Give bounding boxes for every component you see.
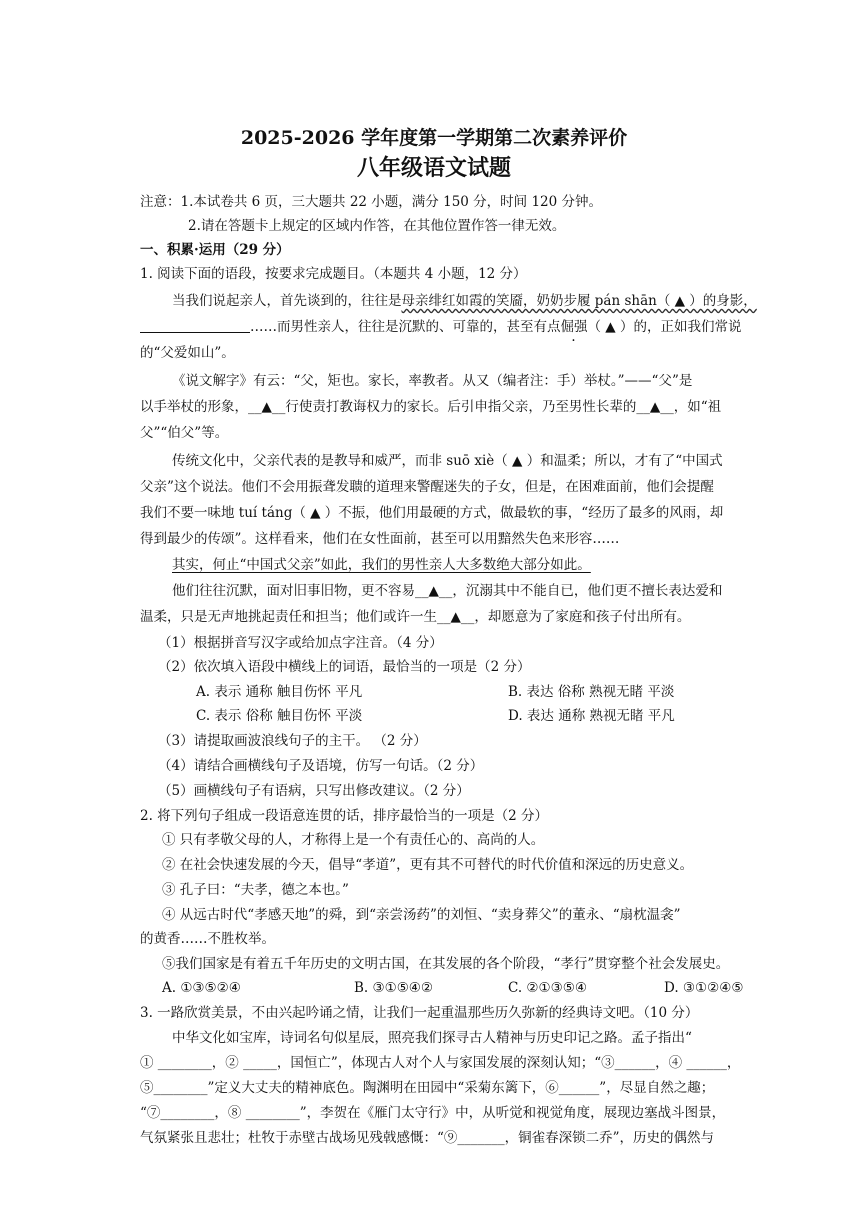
q1-para1-text: 当我们说起亲人，首先谈到的，往往是 [172, 293, 402, 309]
q2-item-4-line1: ④ 从远古时代“孝感天地”的舜，到“亲尝汤药”的刘恒、“卖身葬父”的董永、“扇枕温衾” [162, 907, 681, 923]
q1-para1-text2: ……而男性亲人，往往是沉默的、可靠的，甚至有点 [250, 319, 561, 335]
q1-para1-line1 [172, 291, 757, 311]
answer-blank [140, 318, 250, 333]
q1-para2-line1: 《说文解字》有云：“父，矩也。家长，率教者。从又（编者注：手）举杖。”——“父”是 [172, 373, 693, 389]
q1-sub1: （1）根据拼音写汉字或给加点字注音。（4 分） [158, 635, 443, 651]
q1-para2-line3: 父”“伯父”等。 [140, 425, 229, 441]
q1-para3-line1: 传统文化中，父亲代表的是教导和威严，而非 suō xiè（ ▲ ）和温柔；所以，才有了“中国式 [172, 453, 723, 469]
q2-option-d: D. ③①②④⑤ [664, 980, 744, 996]
q1-para3-line2: 父亲”这个说法。他们不会用振聋发聩的道理来警醒迷失的子女，但是，在困难面前，他们会提醒 [140, 479, 714, 495]
q2-stem: 2. 将下列句子组成一段语意连贯的话，排序最恰当的一项是（2 分） [140, 808, 549, 824]
q1-option-c: C. 表示 俗称 触目伤怀 平淡 [196, 708, 363, 724]
q1-sub3: （3）请提取画波浪线句子的主干。 （2 分） [158, 733, 427, 749]
q1-para5-line1: 他们往往沉默，面对旧事旧物，更不容易__▲__，沉溺其中不能自已，他们更不擅长表达爱和 [172, 583, 723, 599]
q1-para1-text3: （ ▲ ）的，正如我们常说 [587, 319, 742, 335]
q2-option-c: C. ②①③⑤④ [508, 980, 587, 996]
q2-item-5: ⑤我们国家是有着五千年历史的文明古国，在其发展的各个阶段，“孝行”贯穿整个社会发展史。 [162, 956, 730, 972]
q2-item-4-line2: 的黄香……不胜枚举。 [140, 931, 275, 947]
q2-item-1: ① 只有孝敬父母的人，才称得上是一个有责任心的、高尚的人。 [162, 832, 545, 848]
q1-para3-line4: 得到最少的传颂”。这样看来，他们在女性面前，甚至可以用黯然失色来形容…… [140, 531, 620, 547]
exam-subtitle: 八年级语文试题 [356, 155, 511, 181]
q1-stem: 1. 阅读下面的语段，按要求完成题目。（本题共 4 小题，12 分） [140, 266, 527, 282]
q3-stem: 3. 一路欣赏美景，不由兴起吟诵之情，让我们一起重温那些历久弥新的经典诗文吧。（10 分） [140, 1005, 699, 1021]
exam-title: 2025-2026 学年度第一学期第二次素养评价 [240, 127, 628, 149]
q2-option-a: A. ①③⑤②④ [162, 980, 241, 996]
q1-option-b: B. 表达 俗称 熟视无睹 平淡 [508, 684, 675, 700]
note-1: 注意：1.本试卷共 6 页，三大题共 22 小题，满分 150 分，时间 120 分钟。 [140, 194, 603, 210]
q3-line-5: 气氛紧张且悲壮；杜牧于赤壁古战场见残戟感慨：“⑨_______，铜雀春深锁二乔”，历史的偶然与 [140, 1130, 715, 1146]
q2-option-b: B. ③①⑤④② [354, 980, 434, 996]
q3-line-3: ⑤________”定义大丈夫的精神底色。陶渊明在田园中“采菊东篱下，⑥______”，尽显自然之趣； [140, 1080, 715, 1096]
q2-item-3: ③ 孔子曰：“夫孝，德之本也。” [162, 882, 349, 898]
q1-para2-line2: 以手举杖的形象，__▲__行使责打教诲权力的家长。后引申指父亲，乃至男性长辈的__▲__，如“祖 [140, 399, 722, 415]
wavy-underlined-sentence: 母亲绯红如霞的笑靥，奶奶步履 pán shān（ ▲ ）的身影， [401, 293, 757, 309]
q1-para3-line3: 我们不要一味地 tuí táng（ ▲ ）不振，他们用最硬的方式，做最软的事，“经历了最多的风雨，却 [140, 505, 724, 521]
q3-line-2: ① ________，② _____，国恒亡”，体现古人对个人与家国发展的深刻认知；“③______，④ ______， [140, 1055, 741, 1071]
note-2: 2.请在答题卡上规定的区域内作答，在其他位置作答一律无效。 [188, 218, 566, 234]
q1-para1-line2 [140, 317, 741, 337]
q1-para1-line3: 的“父爱如山”。 [140, 345, 235, 361]
q1-sub2: （2）依次填入语段中横线上的词语，最恰当的一项是（2 分） [158, 659, 531, 675]
q1-option-a: A. 表示 通称 触目伤怀 平凡 [196, 684, 363, 700]
q3-line-4: “⑦________，⑧ ________”，李贺在《雁门太守行》中，从听觉和视觉角度，展现边塞战斗图景， [140, 1105, 726, 1121]
q1-sub4: （4）请结合画横线句子及语境，仿写一句话。（2 分） [158, 758, 484, 774]
q1-sub5: （5）画横线句子有语病，只写出修改建议。（2 分） [158, 783, 470, 799]
section-1-title: 一、积累·运用（29 分） [140, 242, 290, 258]
q1-para5-line2: 温柔，只是无声地挑起责任和担当；他们或许一生__▲__，却愿意为了家庭和孩子付出所有。 [140, 609, 691, 625]
dotted-characters: 倔强 [560, 319, 588, 335]
q2-item-2: ② 在社会快速发展的今天，倡导“孝道”，更有其不可替代的时代价值和深远的历史意义。 [162, 857, 694, 873]
underlined-sentence: 其实，何止“中国式父亲”如此，我们的男性亲人大多数绝大部分如此。 [172, 557, 591, 573]
q1-option-d: D. 表达 通称 熟视无睹 平凡 [508, 708, 675, 724]
q3-line-1: 中华文化如宝库，诗词名句似星辰，照亮我们探寻古人精神与历史印记之路。孟子指出“ [172, 1030, 692, 1046]
